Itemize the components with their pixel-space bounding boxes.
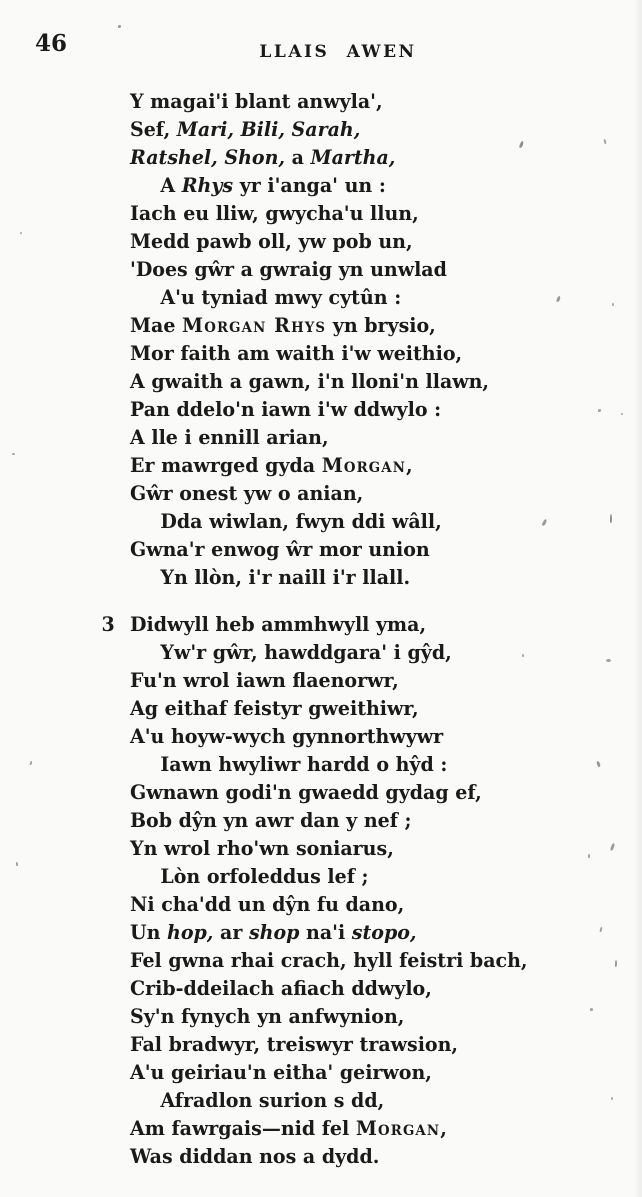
- poem-text: Lòn orfoleddus lef ;: [160, 864, 369, 888]
- poem-text: Fu'n wrol iawn flaenorwr,: [130, 668, 399, 692]
- poem-text: yn brysio,: [326, 313, 436, 337]
- speck: [590, 1008, 593, 1011]
- poem-text: Didwyll heb ammhwyll yma,: [130, 612, 427, 636]
- poem-line: [130, 451, 528, 479]
- poem-text: A lle i ennill arian,: [130, 425, 329, 449]
- poem-text: a: [284, 145, 311, 169]
- poem-text-italic: Rhys: [181, 173, 234, 197]
- poem-text: ar: [213, 920, 249, 944]
- poem-line: [130, 255, 528, 283]
- speck: [542, 519, 548, 527]
- poem-line: [130, 535, 528, 563]
- poem-text: Ag eithaf feistyr gweithiwr,: [130, 696, 419, 720]
- speck: [612, 303, 614, 306]
- poem-text: Gwnawn godi'n gwaedd gydag ef,: [130, 780, 482, 804]
- poem-text: Dda wiwlan, fwyn ddi wâll,: [160, 509, 442, 533]
- poem-line: [130, 395, 528, 423]
- poem-text: Medd pawb oll, yw pob un,: [130, 229, 413, 253]
- poem-text-italic: Mari, Bili, Sarah,: [176, 117, 361, 141]
- poem-text: Iawn hwyliwr hardd o hŷd :: [160, 752, 448, 776]
- speck: [20, 232, 22, 234]
- poem-line: [130, 750, 528, 778]
- poem-text-smallcaps: Morgan,: [321, 453, 414, 477]
- poem-text-smallcaps: Morgan,: [355, 1116, 448, 1140]
- poem-line: [130, 563, 528, 591]
- poem-line: [130, 834, 528, 862]
- speck: [611, 1097, 613, 1100]
- poem-text: na'i: [299, 920, 352, 944]
- speck: [606, 659, 611, 662]
- poem-line: [130, 862, 528, 890]
- poem: [101, 87, 528, 1170]
- poem-text: Pan ddelo'n iawn i'w ddwylo :: [130, 397, 442, 421]
- poem-text-smallcaps: Morgan Rhys: [182, 313, 327, 337]
- poem-text: Gŵr onest yw o anian,: [130, 481, 364, 505]
- poem-text: Was diddan nos a dydd.: [130, 1144, 380, 1168]
- poem-line: [130, 227, 528, 255]
- poem-line: [130, 666, 528, 694]
- poem-line: [130, 890, 528, 918]
- speck: [615, 960, 617, 967]
- speck: [16, 862, 19, 866]
- poem-text: Bob dŷn yn awr dan y nef ;: [130, 808, 412, 832]
- speck: [522, 654, 524, 657]
- poem-text: A: [160, 173, 182, 197]
- poem-text: Un: [130, 920, 168, 944]
- poem-text-italic: shop: [248, 920, 300, 944]
- speck: [610, 514, 612, 523]
- speck: [588, 854, 590, 858]
- poem-text: Sef,: [130, 117, 177, 141]
- poem-text: Fal bradwyr, treiswyr trawsion,: [130, 1032, 459, 1056]
- poem-text: Iach eu lliw, gwycha'u llun,: [130, 201, 419, 225]
- stanza: [101, 610, 528, 1170]
- poem-line: [130, 115, 528, 143]
- poem-line: [130, 339, 528, 367]
- speck: [600, 927, 603, 932]
- speck: [610, 843, 615, 852]
- poem-line: [130, 806, 528, 834]
- poem-text: Yw'r gŵr, hawddgara' i gŷd,: [160, 640, 452, 664]
- speck: [603, 139, 606, 144]
- poem-line: [101, 610, 528, 638]
- poem-line: [130, 1058, 528, 1086]
- poem-text: Ni cha'dd un dŷn fu dano,: [130, 892, 405, 916]
- speck: [621, 413, 623, 415]
- poem-text-italic: Martha,: [310, 145, 396, 169]
- page-number: 46: [35, 30, 68, 57]
- poem-line: [130, 283, 528, 311]
- poem-line: [130, 694, 528, 722]
- poem-line: [130, 1114, 528, 1142]
- poem-line: [130, 479, 528, 507]
- speck: [30, 761, 33, 765]
- speck: [118, 25, 121, 28]
- poem-line: [130, 638, 528, 666]
- poem-line: [130, 1030, 528, 1058]
- poem-text: Fel gwna rhai crach, hyll feistri bach,: [130, 948, 528, 972]
- poem-text: Y magai'i blant anwyla',: [130, 89, 383, 113]
- stanza: [130, 87, 528, 591]
- poem-line: [130, 1002, 528, 1030]
- poem-text-italic: Ratshel, Shon,: [130, 145, 285, 169]
- poem-line: [130, 918, 528, 946]
- poem-text: Mae: [130, 313, 183, 337]
- poem-text-italic: stopo,: [351, 920, 417, 944]
- poem-text: Yn llòn, i'r naill i'r llall.: [160, 565, 411, 589]
- poem-text: yr i'anga' un :: [233, 173, 386, 197]
- speck: [12, 453, 15, 455]
- poem-text: Er mawrged gyda: [130, 453, 322, 477]
- poem-text: Crib-ddeilach afiach ddwylo,: [130, 976, 432, 1000]
- poem-line: [130, 974, 528, 1002]
- poem-line: [130, 507, 528, 535]
- speck: [598, 409, 601, 412]
- poem-text: Mor faith am waith i'w weithio,: [130, 341, 463, 365]
- speck: [596, 761, 601, 768]
- poem-line: [130, 199, 528, 227]
- running-header: LLAIS AWEN: [259, 42, 417, 62]
- poem-text: 'Does gŵr a gwraig yn unwlad: [130, 257, 447, 281]
- poem-text: A'u geiriau'n eitha' geirwon,: [130, 1060, 432, 1084]
- poem-line: [130, 778, 528, 806]
- poem-line: [130, 722, 528, 750]
- poem-text: Yn wrol rho'wn soniarus,: [130, 836, 394, 860]
- poem-text-italic: hop,: [167, 920, 214, 944]
- poem-line: [130, 946, 528, 974]
- stanza-number: 3: [101, 612, 115, 636]
- poem-line: [130, 311, 528, 339]
- poem-text: A'u tyniad mwy cytûn :: [160, 285, 402, 309]
- poem-line: [130, 87, 528, 115]
- poem-text: A gwaith a gawn, i'n lloni'n llawn,: [130, 369, 490, 393]
- poem-line: [130, 171, 528, 199]
- poem-text: Afradlon surion s dd,: [160, 1088, 385, 1112]
- poem-text: A'u hoyw-wych gynnorthwywr: [130, 724, 444, 748]
- poem-line: [130, 1142, 528, 1170]
- poem-line: [130, 367, 528, 395]
- poem-text: Am fawrgais—nid fel: [130, 1116, 356, 1140]
- poem-text: Gwna'r enwog ŵr mor union: [130, 537, 430, 561]
- poem-line: [130, 143, 528, 171]
- speck: [556, 296, 561, 303]
- poem-line: [130, 1086, 528, 1114]
- poem-line: [130, 423, 528, 451]
- poem-text: Sy'n fynych yn anfwynion,: [130, 1004, 405, 1028]
